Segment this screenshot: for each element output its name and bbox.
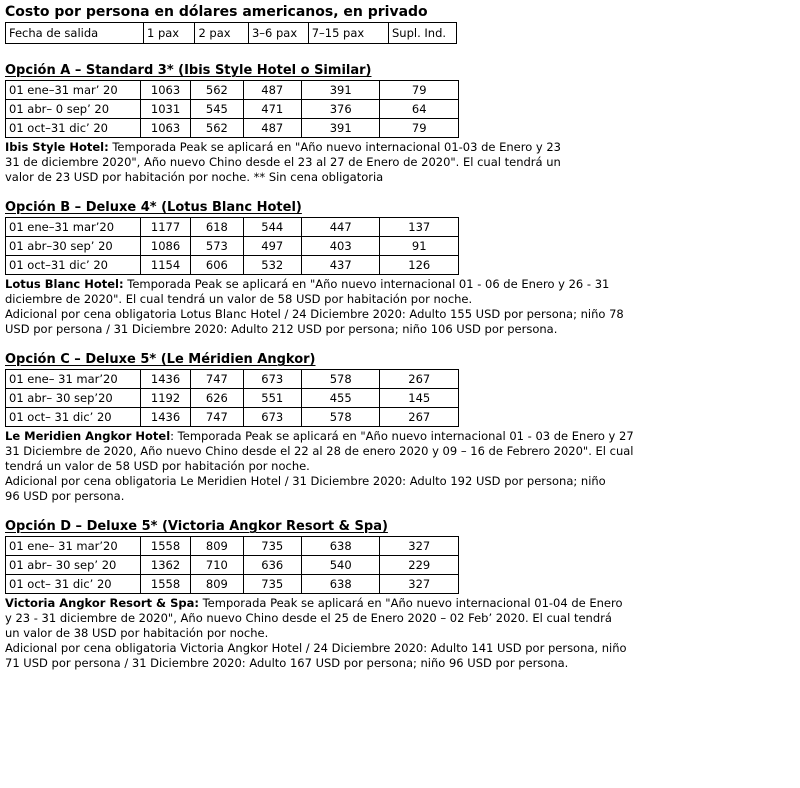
date-range-cell: 01 ene– 31 mar’20	[6, 537, 141, 556]
price-cell: 673	[243, 408, 301, 427]
price-cell: 487	[243, 119, 301, 138]
header-cell: Supl. Ind.	[389, 23, 457, 44]
option-section	[5, 351, 795, 504]
price-cell: 64	[380, 100, 459, 119]
price-cell: 638	[301, 537, 380, 556]
price-cell: 545	[191, 100, 243, 119]
date-range-cell: 01 oct– 31 dic’ 20	[6, 408, 141, 427]
price-table	[5, 369, 459, 427]
price-cell: 79	[380, 81, 459, 100]
note-line	[5, 140, 795, 155]
note-text: tendrá un valor de 58 USD por habitación por noche.	[5, 459, 310, 473]
price-cell: 91	[380, 237, 459, 256]
price-cell: 540	[301, 556, 380, 575]
hotel-name-label: Ibis Style Hotel:	[5, 140, 109, 154]
price-cell: 376	[301, 100, 380, 119]
note-line	[5, 429, 795, 444]
price-cell: 437	[301, 256, 380, 275]
table-row	[6, 237, 459, 256]
price-cell: 710	[191, 556, 243, 575]
note-text: : Temporada Peak se aplicará en "Año nuevo internacional 01 - 03 de Enero y 27	[170, 429, 634, 443]
price-cell: 618	[191, 218, 243, 237]
note-text: y 23 - 31 diciembre de 2020", Año nuevo Chino desde el 25 de Enero 2020 – 02 Feb’ 2020. El cual tendrá	[5, 611, 612, 625]
option-section	[5, 62, 795, 185]
note-line	[5, 155, 795, 170]
price-cell: 1436	[140, 370, 190, 389]
note-line	[5, 292, 795, 307]
date-range-cell: 01 abr–30 sep’ 20	[6, 237, 141, 256]
price-cell: 1031	[140, 100, 190, 119]
option-notes	[5, 277, 795, 337]
note-text: 71 USD por persona / 31 Diciembre 2020: Adulto 167 USD por persona; niño 96 USD por persona.	[5, 656, 569, 670]
price-table	[5, 217, 459, 275]
date-range-cell: 01 oct–31 dic’ 20	[6, 256, 141, 275]
note-text: diciembre de 2020". El cual tendrá un valor de 58 USD por habitación por noche.	[5, 292, 473, 306]
note-text: Adicional por cena obligatoria Lotus Blanc Hotel / 24 Diciembre 2020: Adulto 155 USD por persona; niño 78	[5, 307, 624, 321]
price-cell: 551	[243, 389, 301, 408]
header-cell: 7–15 pax	[308, 23, 388, 44]
table-row	[6, 256, 459, 275]
price-cell: 447	[301, 218, 380, 237]
price-cell: 606	[191, 256, 243, 275]
note-text: 31 de diciembre 2020", Año nuevo Chino desde el 23 al 27 de Enero de 2020". El cual tendrá un	[5, 155, 561, 169]
note-line	[5, 656, 795, 671]
table-row	[6, 408, 459, 427]
price-cell: 532	[243, 256, 301, 275]
table-row	[6, 100, 459, 119]
date-range-cell: 01 ene–31 mar’20	[6, 218, 141, 237]
document-title: Costo por persona en dólares americanos, en privado	[5, 4, 428, 20]
section-spacer	[5, 44, 795, 62]
date-range-cell: 01 abr– 30 sep’20	[6, 389, 141, 408]
price-cell: 79	[380, 119, 459, 138]
price-cell: 327	[380, 537, 459, 556]
date-range-cell: 01 oct–31 dic’ 20	[6, 119, 141, 138]
note-text: Adicional por cena obligatoria Victoria Angkor Hotel / 24 Diciembre 2020: Adulto 141 USD por persona, niño	[5, 641, 627, 655]
price-cell: 1558	[140, 575, 190, 594]
section-spacer	[5, 185, 795, 199]
option-section	[5, 518, 795, 671]
price-cell: 327	[380, 575, 459, 594]
price-cell: 626	[191, 389, 243, 408]
note-text: Adicional por cena obligatoria Le Meridien Hotel / 31 Diciembre 2020: Adulto 192 USD por persona; niño	[5, 474, 606, 488]
price-cell: 455	[301, 389, 380, 408]
price-cell: 267	[380, 370, 459, 389]
price-cell: 1436	[140, 408, 190, 427]
note-text: Temporada Peak se aplicará en "Año nuevo internacional 01-03 de Enero y 23	[108, 140, 561, 154]
note-line	[5, 277, 795, 292]
note-line	[5, 444, 795, 459]
price-cell: 573	[191, 237, 243, 256]
date-range-cell: 01 oct– 31 dic’ 20	[6, 575, 141, 594]
note-line	[5, 641, 795, 656]
table-row	[6, 81, 459, 100]
price-cell: 126	[380, 256, 459, 275]
price-cell: 809	[191, 575, 243, 594]
date-range-cell: 01 ene–31 mar’ 20	[6, 81, 141, 100]
price-cell: 809	[191, 537, 243, 556]
date-range-cell: 01 abr– 0 sep’ 20	[6, 100, 141, 119]
price-cell: 1086	[140, 237, 190, 256]
price-cell: 673	[243, 370, 301, 389]
table-row	[6, 119, 459, 138]
note-text: Temporada Peak se aplicará en "Año nuevo internacional 01-04 de Enero	[198, 596, 623, 610]
price-cell: 562	[191, 119, 243, 138]
note-text: 31 Diciembre de 2020, Año nuevo Chino desde el 22 al 28 de enero 2020 y 09 – 16 de Febrero 2020". El cual	[5, 444, 634, 458]
option-notes	[5, 429, 795, 504]
price-cell: 562	[191, 81, 243, 100]
price-cell: 391	[301, 119, 380, 138]
price-cell: 638	[301, 575, 380, 594]
price-cell: 747	[191, 408, 243, 427]
note-text: Temporada Peak se aplicará en "Año nuevo internacional 01 - 06 de Enero y 26 - 31	[123, 277, 610, 291]
price-cell: 544	[243, 218, 301, 237]
options-container	[5, 44, 795, 671]
price-cell: 1192	[140, 389, 190, 408]
table-row	[6, 218, 459, 237]
price-cell: 735	[243, 575, 301, 594]
header-table	[5, 22, 457, 44]
price-cell: 137	[380, 218, 459, 237]
note-line	[5, 459, 795, 474]
price-cell: 1177	[140, 218, 190, 237]
price-cell: 1154	[140, 256, 190, 275]
header-cell: 3–6 pax	[248, 23, 308, 44]
section-spacer	[5, 337, 795, 351]
option-heading: Opción D – Deluxe 5* (Victoria Angkor Resort & Spa)	[5, 519, 388, 534]
price-table	[5, 536, 459, 594]
price-cell: 229	[380, 556, 459, 575]
price-cell: 267	[380, 408, 459, 427]
note-text: un valor de 38 USD por habitación por noche.	[5, 626, 269, 640]
option-notes	[5, 140, 795, 185]
note-text: valor de 23 USD por habitación por noche. ** Sin cena obligatoria	[5, 170, 384, 184]
hotel-name-label: Victoria Angkor Resort & Spa:	[5, 596, 199, 610]
note-line	[5, 626, 795, 641]
price-cell: 735	[243, 537, 301, 556]
note-line	[5, 322, 795, 337]
price-cell: 403	[301, 237, 380, 256]
table-row	[6, 537, 459, 556]
note-line	[5, 611, 795, 626]
price-cell: 1063	[140, 81, 190, 100]
option-heading: Opción B – Deluxe 4* (Lotus Blanc Hotel)	[5, 200, 302, 215]
section-spacer	[5, 504, 795, 518]
option-heading: Opción A – Standard 3* (Ibis Style Hotel o Similar)	[5, 63, 372, 78]
table-row	[6, 389, 459, 408]
note-line	[5, 170, 795, 185]
price-cell: 1558	[140, 537, 190, 556]
hotel-name-label: Lotus Blanc Hotel:	[5, 277, 124, 291]
date-range-cell: 01 abr– 30 sep’ 20	[6, 556, 141, 575]
option-notes	[5, 596, 795, 671]
price-document	[5, 0, 795, 671]
option-section	[5, 199, 795, 337]
price-cell: 747	[191, 370, 243, 389]
header-cell: 2 pax	[195, 23, 249, 44]
price-cell: 1362	[140, 556, 190, 575]
table-row	[6, 370, 459, 389]
price-cell: 145	[380, 389, 459, 408]
price-cell: 578	[301, 408, 380, 427]
hotel-name-label: Le Meridien Angkor Hotel	[5, 429, 171, 443]
price-cell: 1063	[140, 119, 190, 138]
price-cell: 487	[243, 81, 301, 100]
note-text: 96 USD por persona.	[5, 489, 125, 503]
price-cell: 471	[243, 100, 301, 119]
option-heading: Opción C – Deluxe 5* (Le Méridien Angkor)	[5, 352, 316, 367]
header-cell: Fecha de salida	[6, 23, 144, 44]
note-line	[5, 489, 795, 504]
note-line	[5, 307, 795, 322]
price-cell: 578	[301, 370, 380, 389]
note-line	[5, 474, 795, 489]
header-row	[6, 23, 457, 44]
price-cell: 391	[301, 81, 380, 100]
date-range-cell: 01 ene– 31 mar’20	[6, 370, 141, 389]
note-text: USD por persona / 31 Diciembre 2020: Adulto 212 USD por persona; niño 106 USD por persona.	[5, 322, 558, 336]
price-cell: 497	[243, 237, 301, 256]
header-cell: 1 pax	[143, 23, 194, 44]
table-row	[6, 575, 459, 594]
price-cell: 636	[243, 556, 301, 575]
price-table	[5, 80, 459, 138]
note-line	[5, 596, 795, 611]
table-row	[6, 556, 459, 575]
